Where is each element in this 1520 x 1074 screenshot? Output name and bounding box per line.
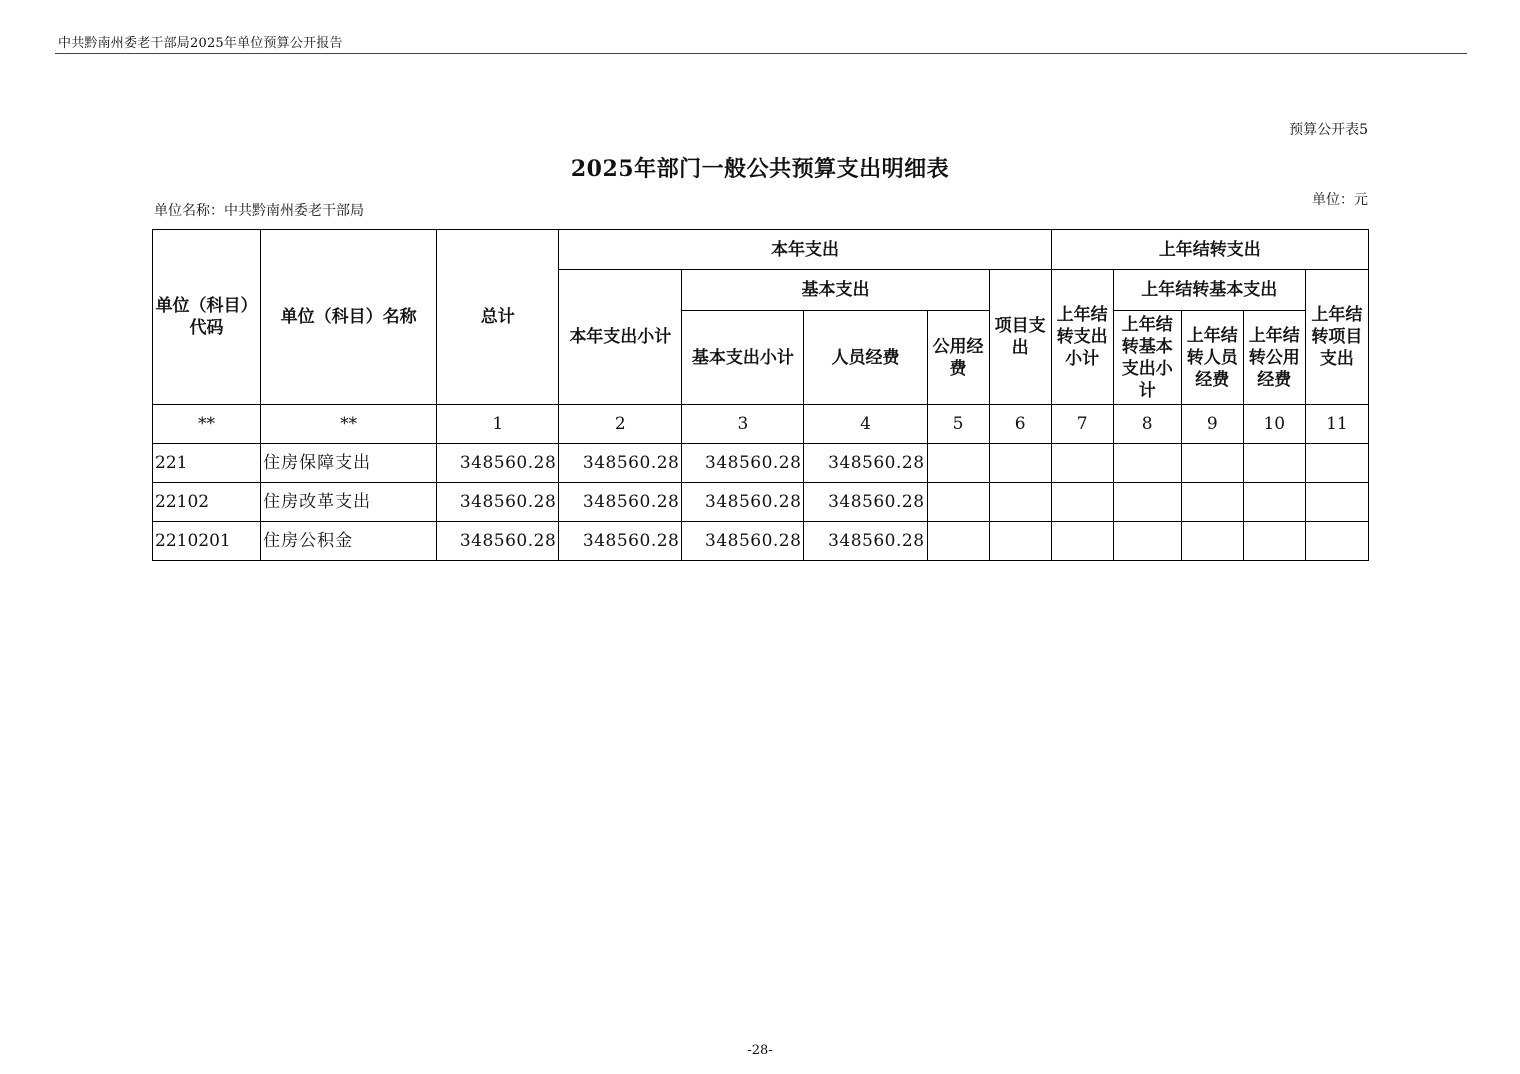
row-personnel: 348560.28 (804, 522, 927, 561)
header-total: 总计 (437, 230, 559, 405)
header-current-subtotal: 本年支出小计 (559, 270, 682, 405)
table-row (153, 522, 1369, 561)
row-basic-subtotal: 348560.28 (682, 522, 804, 561)
header-carryover-public: 上年结转公用经费 (1243, 311, 1305, 405)
row-total: 348560.28 (437, 444, 559, 483)
row-code: 22102 (153, 483, 261, 522)
header-project: 项目支出 (989, 270, 1051, 405)
table-row (153, 483, 1369, 522)
row-total: 348560.28 (437, 483, 559, 522)
header-personnel: 人员经费 (804, 311, 927, 405)
header-carryover-basic-subtotal: 上年结转基本支出小计 (1113, 311, 1181, 405)
row-current-subtotal: 348560.28 (559, 483, 682, 522)
column-number: 8 (1113, 405, 1181, 444)
row-current-subtotal: 348560.28 (559, 522, 682, 561)
empty-cell (1113, 522, 1181, 561)
empty-cell (1051, 444, 1113, 483)
column-number: 7 (1051, 405, 1113, 444)
header-carryover-basic: 上年结转基本支出 (1113, 270, 1305, 311)
column-number: ** (261, 405, 437, 444)
running-header: 中共黔南州委老干部局2025年单位预算公开报告 (58, 36, 343, 51)
row-basic-subtotal: 348560.28 (682, 444, 804, 483)
row-name: 住房公积金 (261, 522, 437, 561)
empty-cell (927, 444, 989, 483)
empty-cell (927, 522, 989, 561)
row-name: 住房改革支出 (261, 483, 437, 522)
empty-cell (1113, 444, 1181, 483)
empty-cell (1051, 483, 1113, 522)
empty-cell (1243, 522, 1305, 561)
row-personnel: 348560.28 (804, 483, 927, 522)
unit-label: 单位：元 (1312, 192, 1368, 208)
header-carryover-subtotal: 上年结转支出小计 (1051, 270, 1113, 405)
header-basic-subtotal: 基本支出小计 (682, 311, 804, 405)
header-carryover: 上年结转支出 (1051, 230, 1368, 270)
empty-cell (989, 522, 1051, 561)
header-code: 单位（科目）代码 (153, 230, 261, 405)
header-name: 单位（科目）名称 (261, 230, 437, 405)
organization-name: 单位名称：中共黔南州委老干部局 (154, 203, 364, 219)
column-number: 1 (437, 405, 559, 444)
empty-cell (1305, 522, 1368, 561)
row-total: 348560.28 (437, 522, 559, 561)
header-carryover-project: 上年结转项目支出 (1305, 270, 1368, 405)
budget-expenditure-table (152, 229, 1369, 561)
row-code: 221 (153, 444, 261, 483)
row-basic-subtotal: 348560.28 (682, 483, 804, 522)
column-number: 4 (804, 405, 927, 444)
empty-cell (989, 483, 1051, 522)
row-current-subtotal: 348560.28 (559, 444, 682, 483)
empty-cell (1181, 522, 1243, 561)
row-code: 2210201 (153, 522, 261, 561)
row-name: 住房保障支出 (261, 444, 437, 483)
header-basic: 基本支出 (682, 270, 989, 311)
column-number: 3 (682, 405, 804, 444)
column-number: 10 (1243, 405, 1305, 444)
row-personnel: 348560.28 (804, 444, 927, 483)
header-public: 公用经费 (927, 311, 989, 405)
header-rule (55, 53, 1467, 54)
page-title: 2025年部门一般公共预算支出明细表 (570, 156, 950, 182)
empty-cell (1181, 483, 1243, 522)
empty-cell (1305, 483, 1368, 522)
empty-cell (1113, 483, 1181, 522)
column-number: 9 (1181, 405, 1243, 444)
empty-cell (1305, 444, 1368, 483)
column-number: ** (153, 405, 261, 444)
empty-cell (1181, 444, 1243, 483)
empty-cell (927, 483, 989, 522)
table-row (153, 444, 1369, 483)
column-number: 2 (559, 405, 682, 444)
empty-cell (989, 444, 1051, 483)
column-number: 5 (927, 405, 989, 444)
empty-cell (1243, 483, 1305, 522)
page-number: -28- (747, 1043, 773, 1058)
header-current-year: 本年支出 (559, 230, 1051, 270)
column-number: 6 (989, 405, 1051, 444)
column-number: 11 (1305, 405, 1368, 444)
header-carryover-personnel: 上年结转人员经费 (1181, 311, 1243, 405)
table-number: 预算公开表5 (1289, 122, 1368, 138)
column-number-row (153, 405, 1369, 444)
empty-cell (1051, 522, 1113, 561)
empty-cell (1243, 444, 1305, 483)
